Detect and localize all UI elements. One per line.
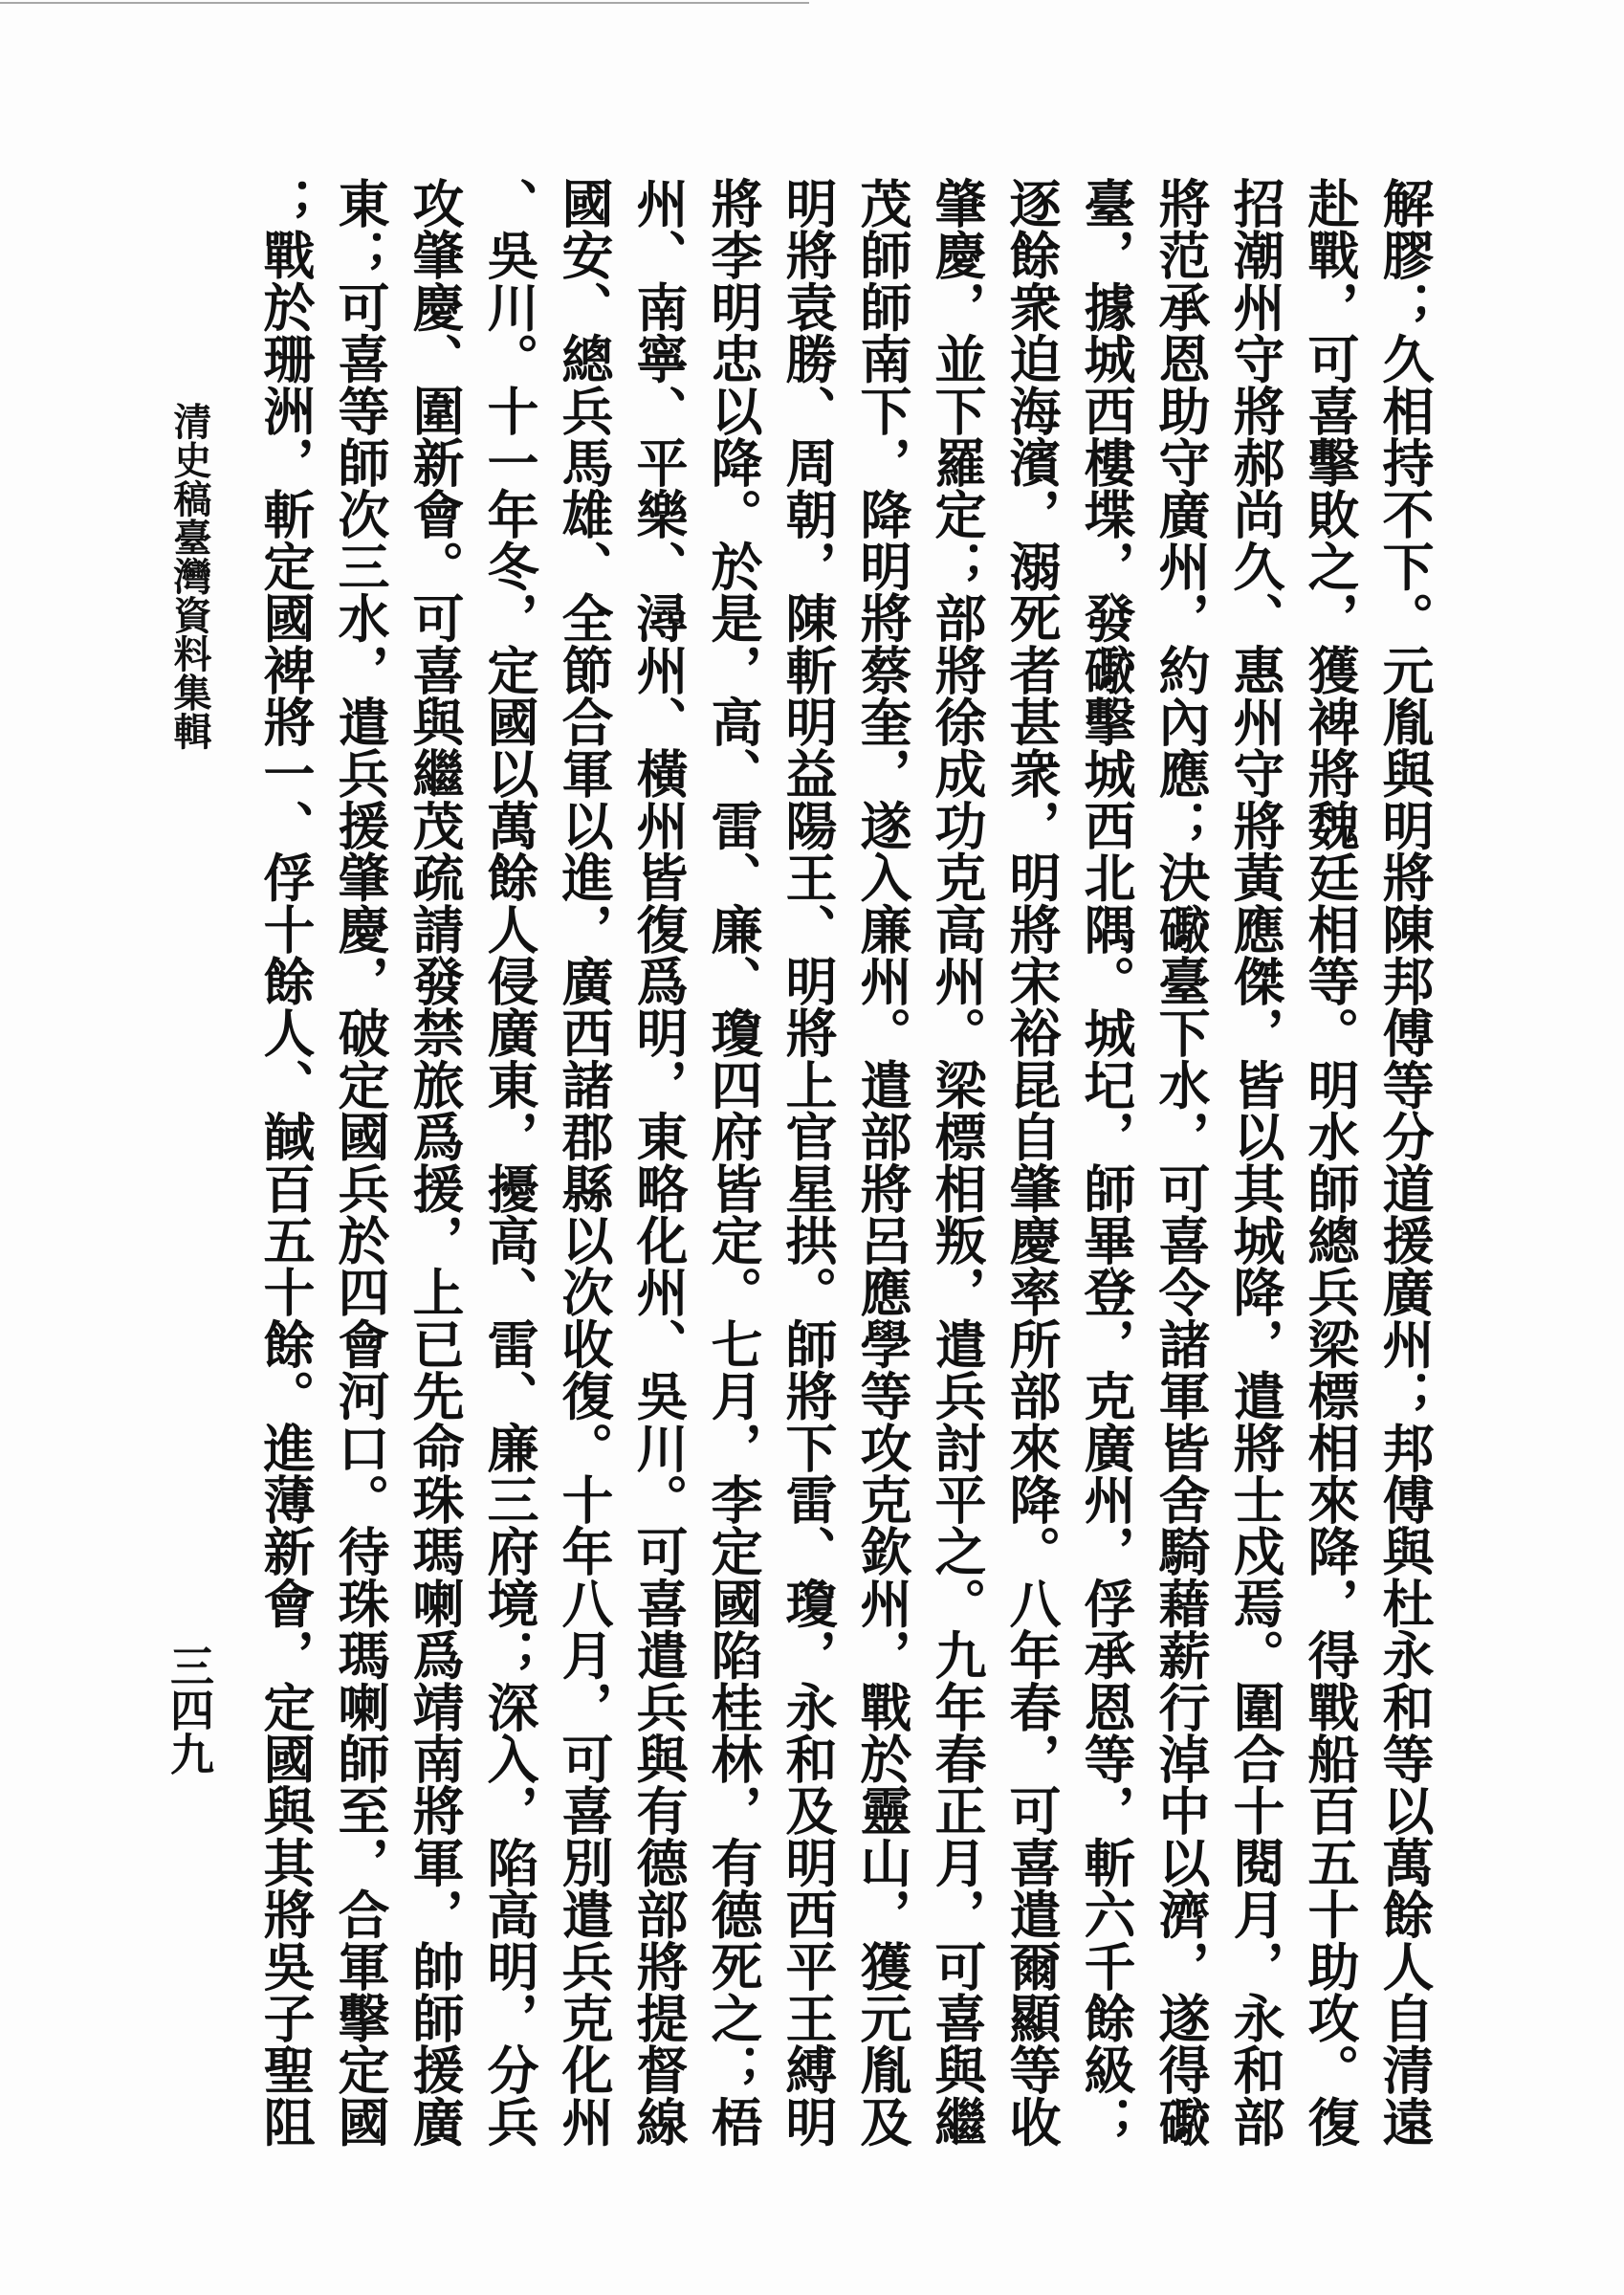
text-column-14: 攻肇慶、圍新會。可喜與繼茂疏請發禁旅爲援，上已先命珠瑪喇爲靖南將軍，帥師援廣	[405, 177, 466, 2148]
text-column-1: 解膠；久相持不下。元胤與明將陳邦傅等分道援廣州；邦傅與杜永和等以萬餘人自清遠	[1374, 177, 1436, 2148]
text-column-6: 逐餘衆迫海濱，溺死者甚衆，明將宋裕昆自肇慶率所部來降。八年春，可喜遣爾顯等收	[1001, 177, 1063, 2148]
text-column-5: 臺，據城西樓堞，發礮擊城西北隅。城圮，師畢登，克廣州，俘承恩等，斬六千餘級；	[1076, 177, 1137, 2148]
text-column-15: 東；可喜等師次三水，遣兵援肇慶，破定國兵於四會河口。待珠瑪喇師至，合軍擊定國	[330, 177, 391, 2148]
text-column-12: 國安、總兵馬雄、全節合軍以進，廣西諸郡縣以次收復。十年八月，可喜別遣兵克化州	[554, 177, 615, 2148]
text-column-13: 、吳川。十一年冬，定國以萬餘人侵廣東，擾高、雷、廉三府境；深入，陷高明，分兵	[479, 177, 540, 2148]
text-column-8: 茂師師南下，降明將蔡奎，遂入廉州。遣部將呂應學等攻克欽州，戰於靈山，獲元胤及	[852, 177, 913, 2148]
text-column-2: 赴戰，可喜擊敗之，獲裨將魏廷相等。明水師總兵梁標相來降，得戰船百五十助攻。復	[1300, 177, 1361, 2148]
scan-edge-line	[0, 2, 809, 4]
text-column-7: 肇慶，並下羅定；部將徐成功克高州。梁標相叛，遣兵討平之。九年春正月，可喜與繼	[927, 177, 988, 2148]
text-column-4: 將范承恩助守廣州，約內應；決礮臺下水，可喜令諸軍皆舍騎藉薪行淖中以濟，遂得礮	[1151, 177, 1212, 2148]
text-column-11: 州、南寧、平樂、潯州、橫州皆復爲明，東略化州、吳川。可喜遣兵與有德部將提督線	[628, 177, 690, 2148]
body-text	[249, 177, 1442, 2157]
text-column-9: 明將袁勝、周朝，陳斬明益陽王、明將上官星拱。師將下雷、瓊，永和及明西平王縛明	[778, 177, 839, 2148]
page-number: 三四九	[164, 1644, 215, 1776]
text-column-16: ；戰於珊洲，斬定國裨將一、俘十餘人、馘百五十餘。進薄新會，定國與其將吳子聖阻	[255, 177, 317, 2148]
text-column-10: 將李明忠以降。於是，高、雷、廉、瓊四府皆定。七月，李定國陷桂林，有德死之；梧	[703, 177, 764, 2148]
text-column-3: 招潮州守將郝尚久、惠州守將黃應傑，皆以其城降，遣將士戍焉。圍合十閱月，永和部	[1225, 177, 1286, 2148]
running-header: 清史稿臺灣資料集輯	[167, 402, 212, 751]
